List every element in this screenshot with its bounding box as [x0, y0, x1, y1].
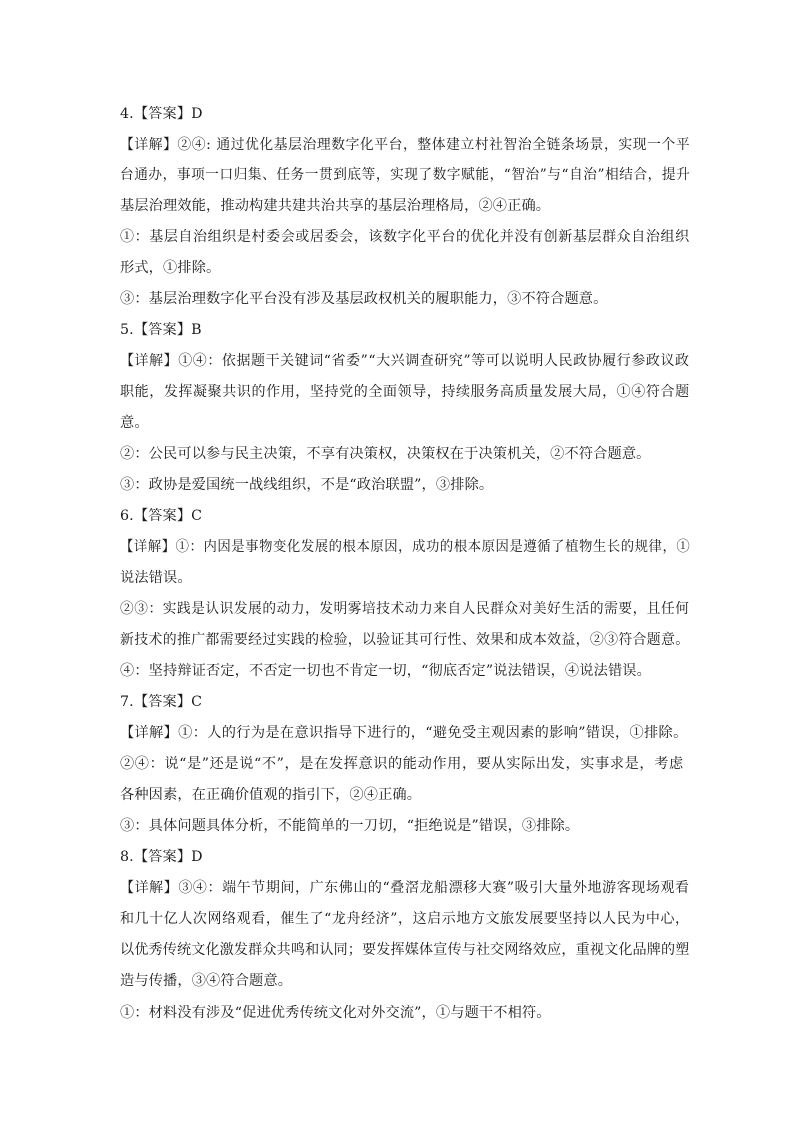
- answer-7-line-2: ②④：说“是”还是说“不”，是在发挥意识的能动作用，要从实际出发，实事求是，考虑: [120, 756, 684, 772]
- answer-8-line-3: 以优秀传统文化激发群众共鸣和认同；要发挥媒体宣传与社交网络效应，重视文化品牌的塑: [120, 942, 690, 958]
- answer-5-line-1: 【详解】①④：依据题干关键词“省委”“大兴调查研究”等可以说明人民政协履行参政议政: [120, 353, 690, 369]
- answer-7-line-3: 各种因素，在正确价值观的指引下，②④正确。: [120, 787, 422, 803]
- answer-4-line-2: 台通办，事项一口归集、任务一贯到底等，实现了数字赋能，“智治”与“自治”相结合，提升: [120, 167, 691, 183]
- answer-4-header: 4.【答案】D: [120, 106, 203, 122]
- answer-7-header: 7.【答案】C: [120, 694, 203, 710]
- answer-4-line-6: ③：基层治理数字化平台没有涉及基层政权机关的履职能力，③不符合题意。: [120, 291, 608, 307]
- answer-6-line-2: 说法错误。: [120, 570, 192, 586]
- answer-6-line-5: ④：坚持辩证否定，不否定一切也不肯定一切，“彻底否定”说法错误，④说法错误。: [120, 663, 651, 679]
- answer-7-line-4: ③：具体问题具体分析，不能简单的一刀切，“拒绝说是”错误，③排除。: [120, 818, 580, 834]
- answer-5-line-3: 意。: [120, 415, 149, 431]
- answer-5-line-2: 职能，发挥凝聚共识的作用，坚持党的全面领导，持续服务高质量发展大局，①④符合题: [120, 384, 690, 400]
- answer-6-line-3: ②③：实践是认识发展的动力，发明雾培技术动力来自人民群众对美好生活的需要，且任何: [120, 601, 690, 617]
- answer-4-line-5: 形式，①排除。: [120, 260, 221, 276]
- answer-4-line-4: ①：基层自治组织是村委会或居委会，该数字化平台的优化并没有创新基层群众自治组织: [120, 229, 690, 245]
- answer-5-line-4: ②：公民可以参与民主决策，不享有决策权，决策权在于决策机关，②不符合题意。: [120, 446, 651, 462]
- answer-6-header: 6.【答案】C: [120, 508, 203, 524]
- answer-5-header: 5.【答案】B: [120, 322, 202, 338]
- answer-8-line-2: 和几十亿人次网络观看，催生了“龙舟经济”，这启示地方文旅发展要坚持以人民为中心，: [120, 911, 690, 927]
- answer-6-line-4: 新技术的推广都需要经过实践的检验，以验证其可行性、效果和成本效益，②③符合题意。: [120, 632, 690, 648]
- answer-8-line-4: 造与传播，③④符合题意。: [120, 973, 293, 989]
- answer-8-line-1: 【详解】③④：端午节期间，广东佛山的“叠滘龙船漂移大赛”吸引大量外地游客现场观看: [120, 880, 690, 896]
- answer-4-line-3: 基层治理效能，推动构建共建共治共享的基层治理格局，②④正确。: [120, 198, 551, 214]
- answer-8-header: 8.【答案】D: [120, 849, 203, 865]
- answer-5-line-5: ③：政协是爱国统一战线组织，不是“政治联盟”，③排除。: [120, 477, 494, 493]
- answer-7-line-1: 【详解】①：人的行为是在意识指导下进行的，“避免受主观因素的影响”错误，①排除。: [120, 725, 688, 741]
- answer-6-line-1: 【详解】①：内因是事物变化发展的根本原因，成功的根本原因是遵循了植物生长的规律，①: [120, 539, 691, 555]
- answer-8-line-5: ①：材料没有涉及“促进优秀传统文化对外交流”，①与题干不相符。: [120, 1005, 551, 1021]
- answer-4-line-1: 【详解】②④: 通过优化基层治理数字化平台，整体建立村社智治全链条场景，实现一个平: [120, 137, 691, 153]
